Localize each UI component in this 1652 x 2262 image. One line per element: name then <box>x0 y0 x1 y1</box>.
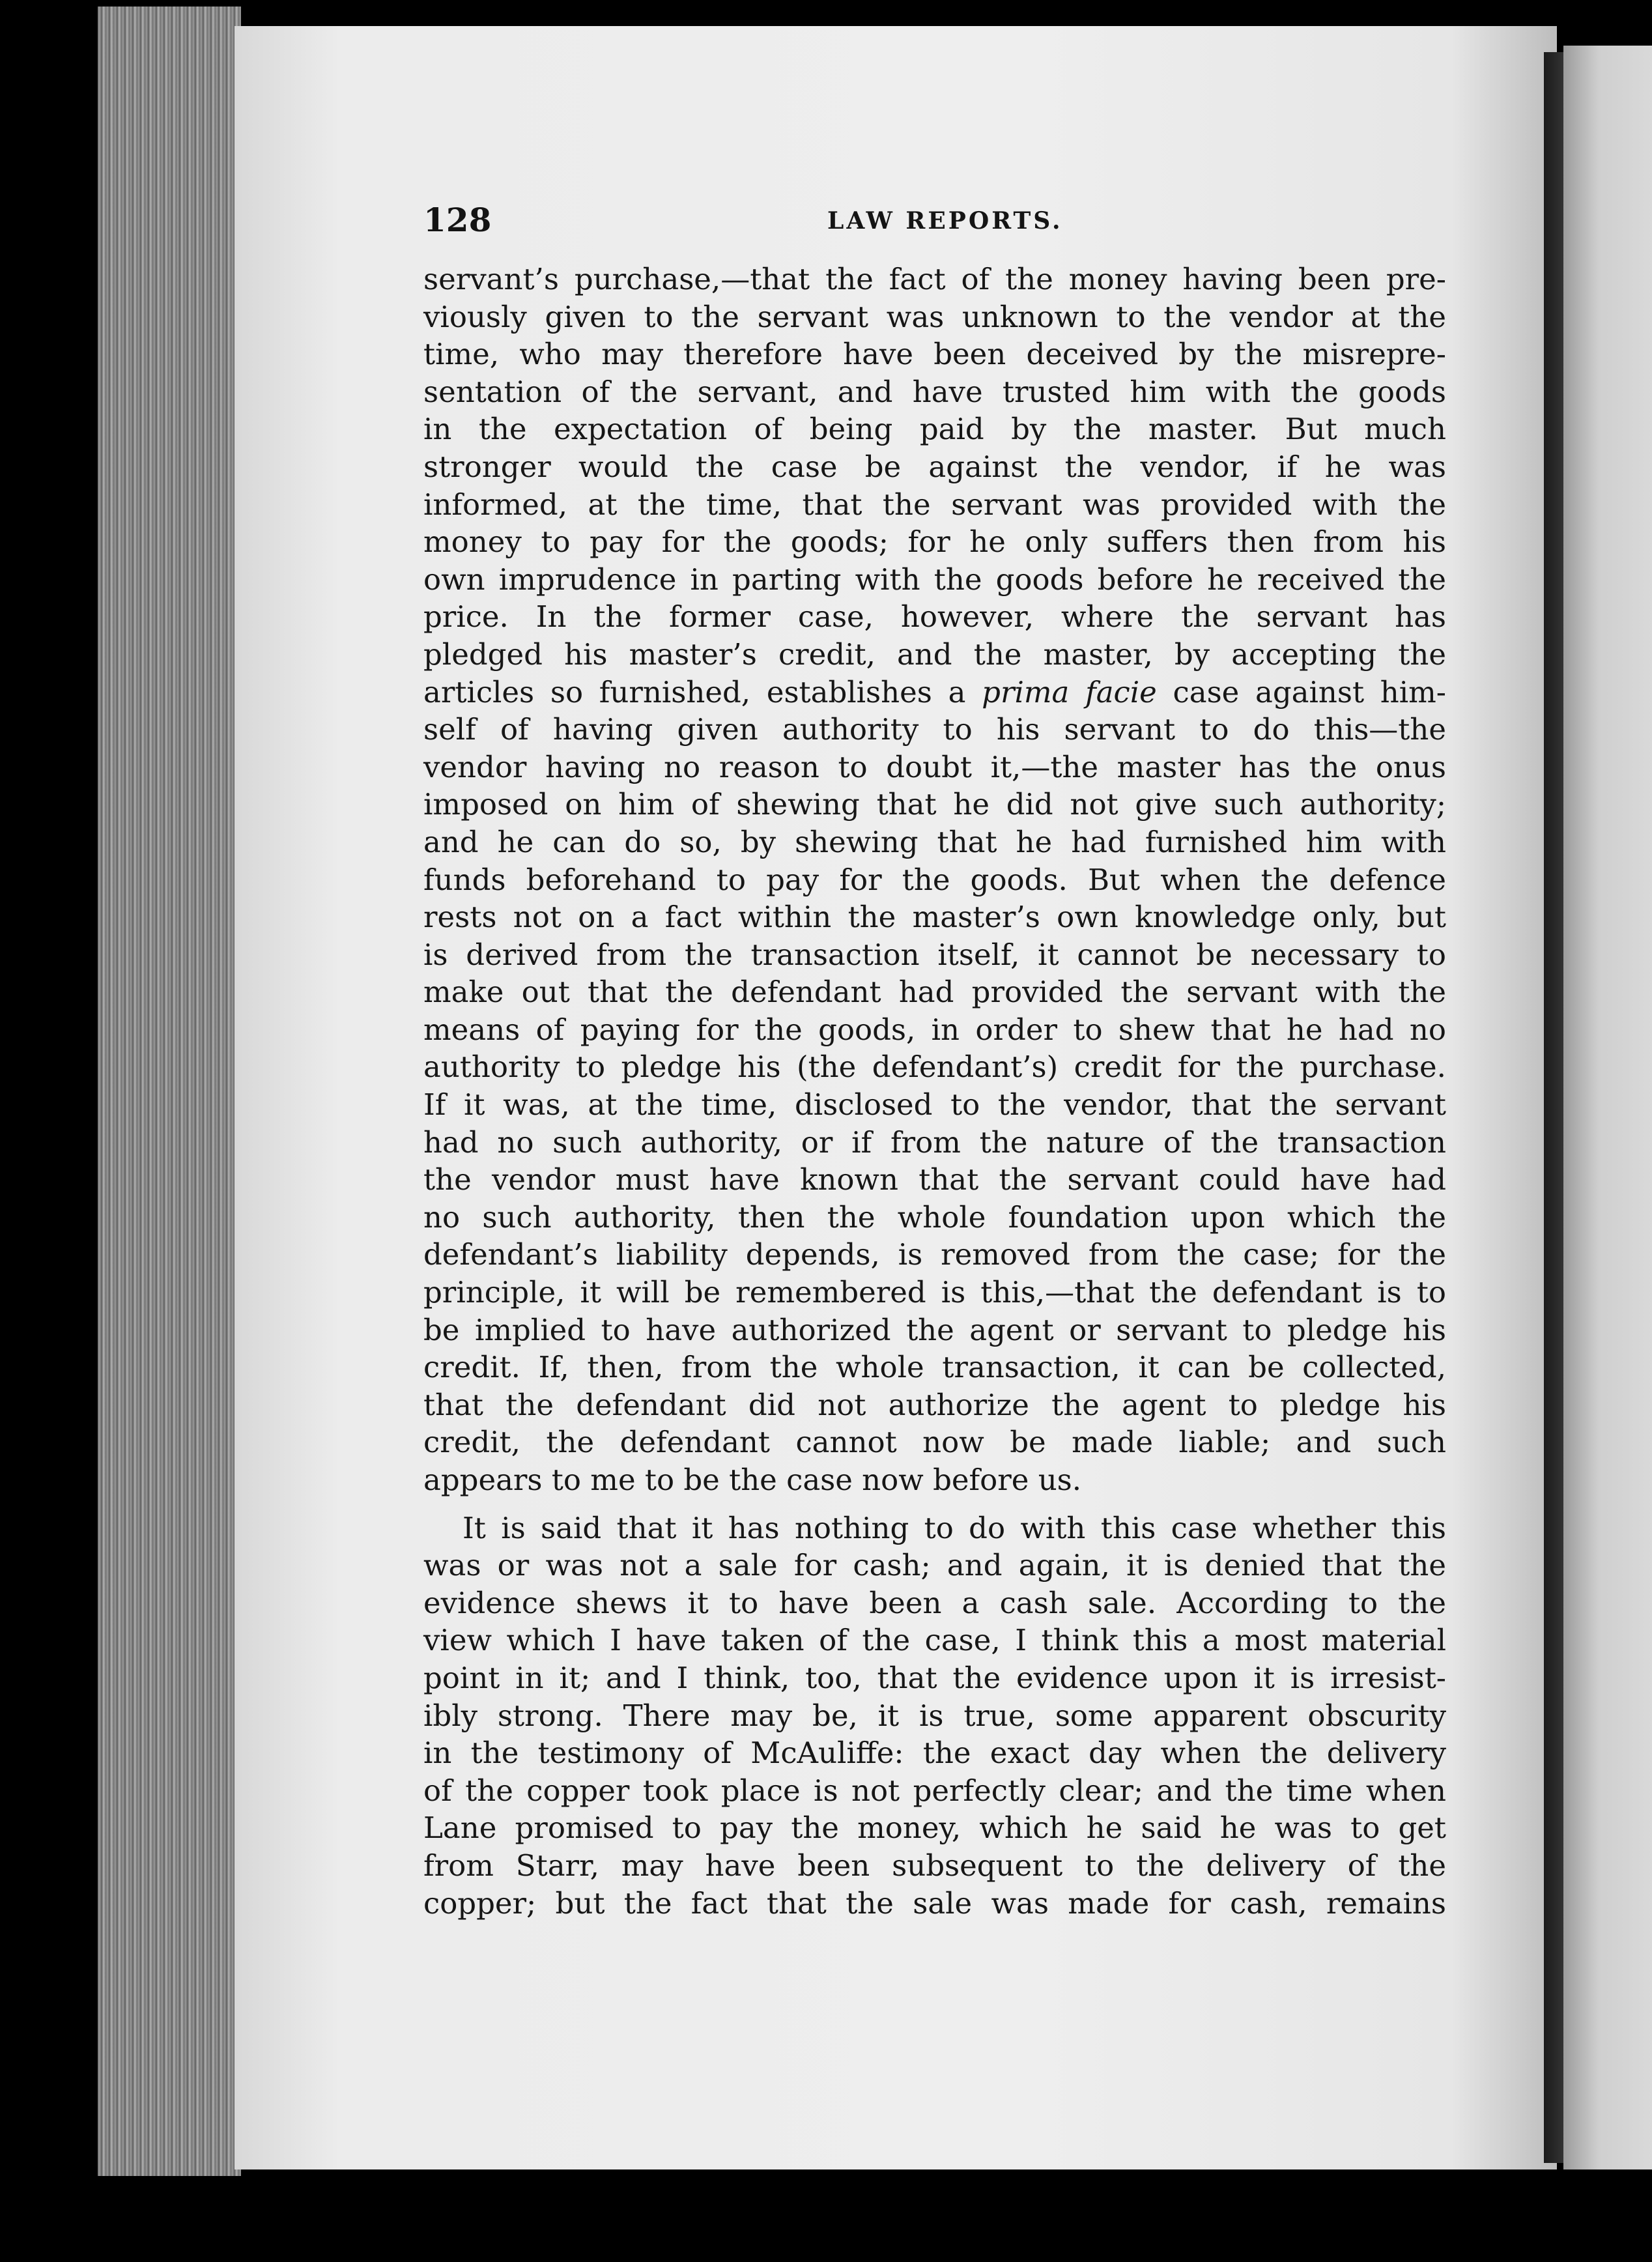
text-line: servant’s purchase,—that the fact of the money having been pre- <box>423 262 1446 296</box>
text-line: self of having given authority to his servant to do this—the <box>423 712 1446 747</box>
text-line: informed, at the time, that the servant was provided with the <box>423 487 1446 522</box>
text-line: ibly strong. There may be, it is true, some apparent obscurity <box>423 1698 1446 1733</box>
page-number: 128 <box>423 201 492 239</box>
page-edges <box>98 7 241 2176</box>
text-line: that the defendant did not authorize the agent to pledge his <box>423 1387 1446 1422</box>
text-line: stronger would the case be against the vendor, if he was <box>423 449 1446 484</box>
text-line: and he can do so, by shewing that he had furnished him with <box>423 824 1446 859</box>
text-line: the vendor must have known that the servant could have had <box>423 1162 1446 1197</box>
text-line: money to pay for the goods; for he only suffers then from his <box>423 524 1446 560</box>
paragraph <box>423 261 1446 1499</box>
text-line: point in it; and I think, too, that the evidence upon it is irresist- <box>423 1660 1446 1695</box>
text-line: appears to me to be the case now before us. <box>423 1463 1082 1497</box>
page-header <box>423 201 1446 240</box>
text-line: is derived from the transaction itself, it cannot be necessary to <box>423 937 1446 972</box>
text-line: in the testimony of McAuliffe: the exact day when the delivery <box>423 1736 1446 1771</box>
text-line: evidence shews it to have been a cash sale. According to the <box>423 1585 1446 1620</box>
text-segment: case against him- <box>1173 674 1446 709</box>
text-line: had no such authority, or if from the nature of the transaction <box>423 1124 1446 1160</box>
text-line: imposed on him of shewing that he did not give such authority; <box>423 787 1446 822</box>
text-line: vendor having no reason to doubt it,—the master has the onus <box>423 749 1446 784</box>
text-line: no such authority, then the whole foundation upon which the <box>423 1199 1446 1235</box>
paragraph <box>423 1510 1446 1923</box>
running-head: LAW REPORTS. <box>827 207 1063 235</box>
text-line: view which I have taken of the case, I think this a most material <box>423 1623 1446 1658</box>
text-line: authority to pledge his (the defendant’s) credit for the purchase. <box>423 1050 1446 1085</box>
text-line: It is said that it has nothing to do with this case whether this <box>463 1510 1446 1545</box>
text-line: of the copper took place is not perfectly clear; and the time when <box>423 1773 1446 1808</box>
text-line: viously given to the servant was unknown to the vendor at the <box>423 299 1446 334</box>
text-line: defendant’s liability depends, is removed from the case; for the <box>423 1237 1446 1272</box>
text-line: principle, it will be remembered is this,—that the defendant is to <box>423 1275 1446 1310</box>
text-line: sentation of the servant, and have trusted him with the goods <box>423 374 1446 409</box>
paragraph-gap <box>423 1499 1446 1510</box>
text-line: from Starr, may have been subsequent to the delivery of the <box>423 1848 1446 1883</box>
text-line: price. In the former case, however, where the servant has <box>423 599 1446 635</box>
text-line: be implied to have authorized the agent or servant to pledge his <box>423 1312 1446 1347</box>
text-line: pledged his master’s credit, and the master, by accepting the <box>423 637 1446 672</box>
text-line: was or was not a sale for cash; and again, it is denied that the <box>423 1548 1446 1583</box>
text-line: credit, the defendant cannot now be made liable; and such <box>423 1425 1446 1460</box>
text-line: make out that the defendant had provided the servant with the <box>423 975 1446 1010</box>
text-segment: articles so furnished, establishes a <box>423 674 966 709</box>
text-line: Lane promised to pay the money, which he said he was to get <box>423 1811 1446 1846</box>
text-line: own imprudence in parting with the goods before he received the <box>423 562 1446 597</box>
text-line: in the expectation of being paid by the master. But much <box>423 412 1446 447</box>
italic-phrase: prima facie <box>982 674 1157 709</box>
text-line: means of paying for the goods, in order to shew that he had no <box>423 1012 1446 1047</box>
text-line <box>423 674 1446 711</box>
book-gutter <box>1544 52 1563 2163</box>
text-line: rests not on a fact within the master’s own knowledge only, but <box>423 900 1446 935</box>
facing-page <box>1563 46 1652 2169</box>
text-line: credit. If, then, from the whole transaction, it can be collected, <box>423 1350 1446 1385</box>
body-text <box>423 261 1446 1922</box>
text-line: copper; but the fact that the sale was made for cash, remains <box>423 1885 1446 1921</box>
text-line: If it was, at the time, disclosed to the vendor, that the servant <box>423 1087 1446 1123</box>
text-line: time, who may therefore have been deceived by the misrepre- <box>423 337 1446 372</box>
text-line: funds beforehand to pay for the goods. But when the defence <box>423 862 1446 897</box>
